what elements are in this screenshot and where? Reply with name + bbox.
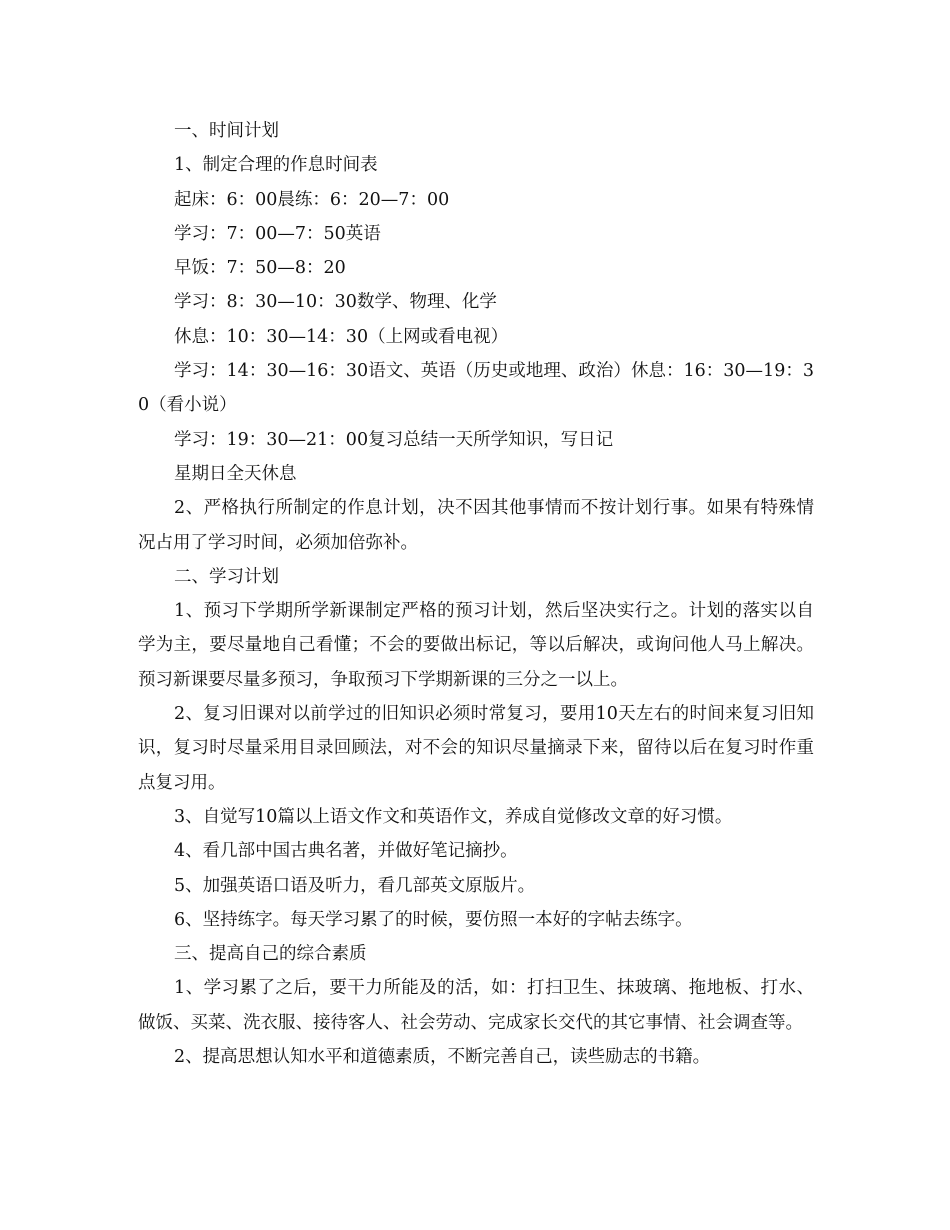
- paragraph-writing: 3、自觉写10篇以上语文作文和英语作文，养成自觉修改文章的好习惯。: [174, 806, 733, 827]
- schedule-line-rest-midday: 休息：10：30—14：30（上网或看电视）: [174, 326, 509, 347]
- paragraph-classics: 4、看几部中国古典名著，并做好笔记摘抄。: [174, 841, 518, 862]
- paragraph-moral: 2、提高思想认知水平和道德素质，不断完善自己，读些励志的书籍。: [174, 1047, 711, 1068]
- schedule-line-breakfast: 早饭：7：50—8：20: [174, 258, 346, 279]
- paragraph-schedule-title: 1、制定合理的作息时间表: [174, 155, 378, 176]
- schedule-line-study-science: 学习：8：30—10：30数学、物理、化学: [174, 292, 497, 313]
- schedule-line-study-evening: 学习：19：30—21：00复习总结一天所学知识，写日记: [174, 429, 614, 450]
- schedule-line-study-afternoon: 学习：14：30—16：30语文、英语（历史或地理、政治）休息：16：30—19：30（看小说）: [138, 361, 814, 416]
- paragraph-calligraphy: 6、坚持练字。每天学习累了的时候，要仿照一本好的字帖去练字。: [174, 909, 693, 930]
- schedule-line-study-morning: 学习：7：00—7：50英语: [174, 223, 381, 244]
- paragraph-preview: 1、预习下学期所学新课制定严格的预习计划，然后坚决实行之。计划的落实以自学为主，要尽量地自己看懂；不会的要做出标记，等以后解决，或询问他人马上解决。预习新课要尽量多预习，争取预习下学期新课的三分之一以上。: [138, 601, 814, 690]
- section-heading-quality: 三、提高自己的综合素质: [174, 944, 367, 965]
- document-body: [138, 114, 814, 1074]
- paragraph-english: 5、加强英语口语及听力，看几部英文原版片。: [174, 875, 536, 896]
- schedule-line-wakeup: 起床：6：00晨练：6：20—7：00: [174, 189, 450, 210]
- paragraph-chores: 1、学习累了之后，要干力所能及的活，如：打扫卫生、抹玻璃、拖地板、打水、做饭、买菜、洗衣服、接待客人、社会劳动、完成家长交代的其它事情、社会调查等。: [138, 978, 814, 1033]
- schedule-line-sunday: 星期日全天休息: [174, 463, 297, 484]
- paragraph-execute-plan: 2、严格执行所制定的作息计划，决不因其他事情而不按计划行事。如果有特殊情况占用了学习时间，必须加倍弥补。: [138, 498, 814, 553]
- paragraph-review: 2、复习旧课对以前学过的旧知识必须时常复习，要用10天左右的时间来复习旧知识，复习时尽量采用目录回顾法，对不会的知识尽量摘录下来，留待以后在复习时作重点复习用。: [138, 704, 814, 793]
- section-heading-time-plan: 一、时间计划: [174, 121, 279, 141]
- section-heading-study-plan: 二、学习计划: [174, 566, 279, 587]
